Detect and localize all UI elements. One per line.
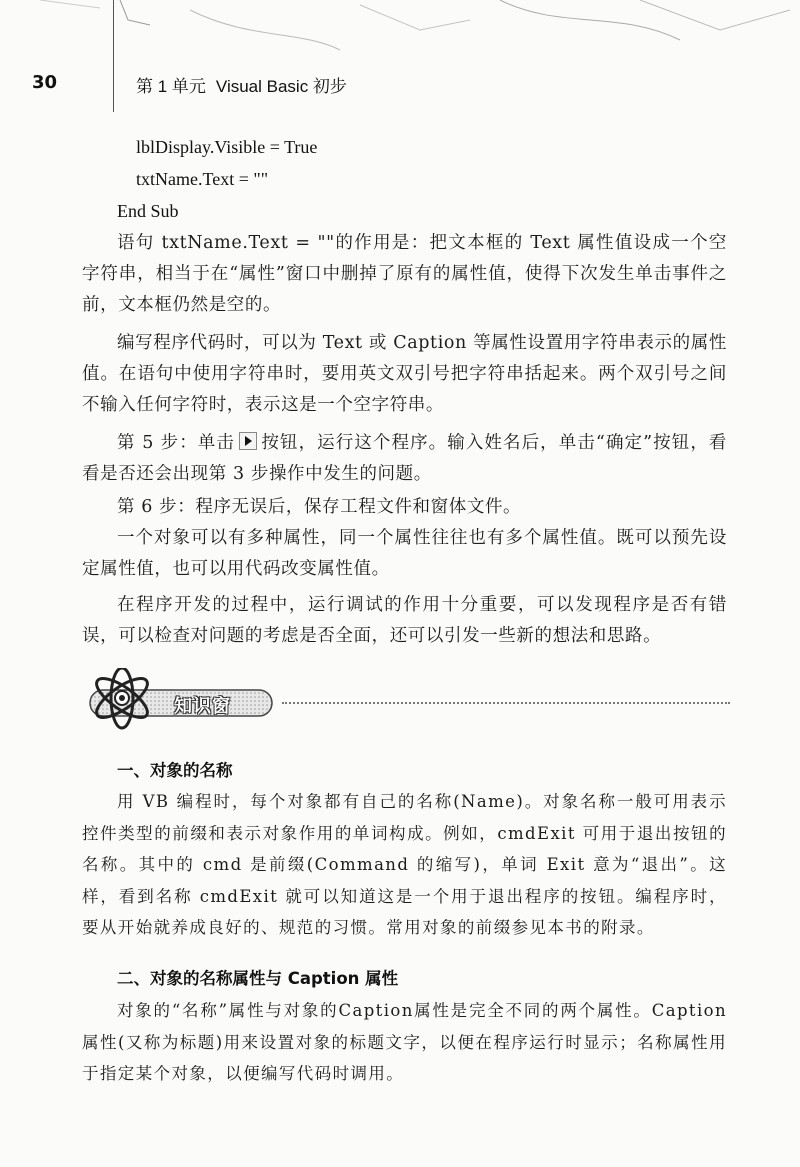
code-line-2: txtName.Text = "" (136, 169, 269, 189)
step-5-text-after: 按钮，运行这个程序。输入姓名后，单击“确定”按钮，看看是否还会出现第 3 步操作中发生的问题。 (82, 433, 728, 484)
paragraph-properties: 一个对象可以有多种属性，同一个属性往往也有多个属性值。既可以预先设定属性值，也可以用代码改变属性值。 (82, 528, 727, 579)
unit-label: 第 1 单元 (136, 77, 206, 96)
knowledge-window-banner (82, 668, 732, 732)
section-body-name-caption: 对象的“名称”属性与对象的Caption属性是完全不同的两个属性。Caption属性(又称为标题)用来设置对象的标题文字，以便在程序运行时显示；名称属性用于指定某个对象，以便编写代码时调用。 (82, 1001, 727, 1083)
knowledge-window-title: 知识窗 (174, 696, 231, 717)
page-number: 30 (32, 72, 58, 93)
paragraph-step-5 (82, 428, 727, 490)
paragraph-step-6: 第 6 步：程序无误后，保存工程文件和窗体文件。 (117, 497, 522, 517)
paragraph-debugging: 在程序开发的过程中，运行调试的作用十分重要，可以发现程序是否有错误，可以检查对问题的考虑是否全面，还可以引发一些新的想法和思路。 (82, 595, 727, 646)
banner-dotted-rule (282, 702, 730, 706)
running-head (136, 72, 357, 97)
section-heading-name-caption: 二、对象的名称属性与 Caption 属性 (117, 969, 399, 988)
step-5-text-before: 第 5 步：单击 (117, 433, 235, 453)
run-button-icon (239, 432, 257, 450)
header-divider (113, 0, 114, 112)
paragraph-empty-string: 语句 txtName.Text = ""的作用是：把文本框的 Text 属性值设成一个空字符串，相当于在“属性”窗口中删掉了原有的属性值，使得下次发生单击事件之前，文本框仍然是空的。 (82, 233, 727, 315)
code-line-3: End Sub (117, 201, 179, 221)
scan-artifact-lines (0, 0, 800, 60)
paragraph-string-values: 编写程序代码时，可以为 Text 或 Caption 等属性设置用字符串表示的属性值。在语句中使用字符串时，要用英文双引号把字符串括起来。两个双引号之间不输入任何字符时，表示这是一个空字符串。 (82, 333, 727, 415)
section-heading-object-name: 一、对象的名称 (117, 761, 233, 780)
code-line-1: lblDisplay.Visible = True (136, 137, 318, 157)
unit-title: Visual Basic 初步 (215, 77, 347, 96)
section-body-object-name: 用 VB 编程时，每个对象都有自己的名称(Name)。对象名称一般可用表示控件类型的前缀和表示对象作用的单词构成。例如，cmdExit 可用于退出按钮的名称。其中的 cmd 是前缀(Command 的缩写)，单词 Exit 意为“退出”。这样，看到名称 cmdExit 就可以知道这是一个用于退出程序的按钮。编程序时，要从开始就养成良好的、规范的习惯。常用对象的前缀参见本书的附录。 (82, 792, 727, 937)
